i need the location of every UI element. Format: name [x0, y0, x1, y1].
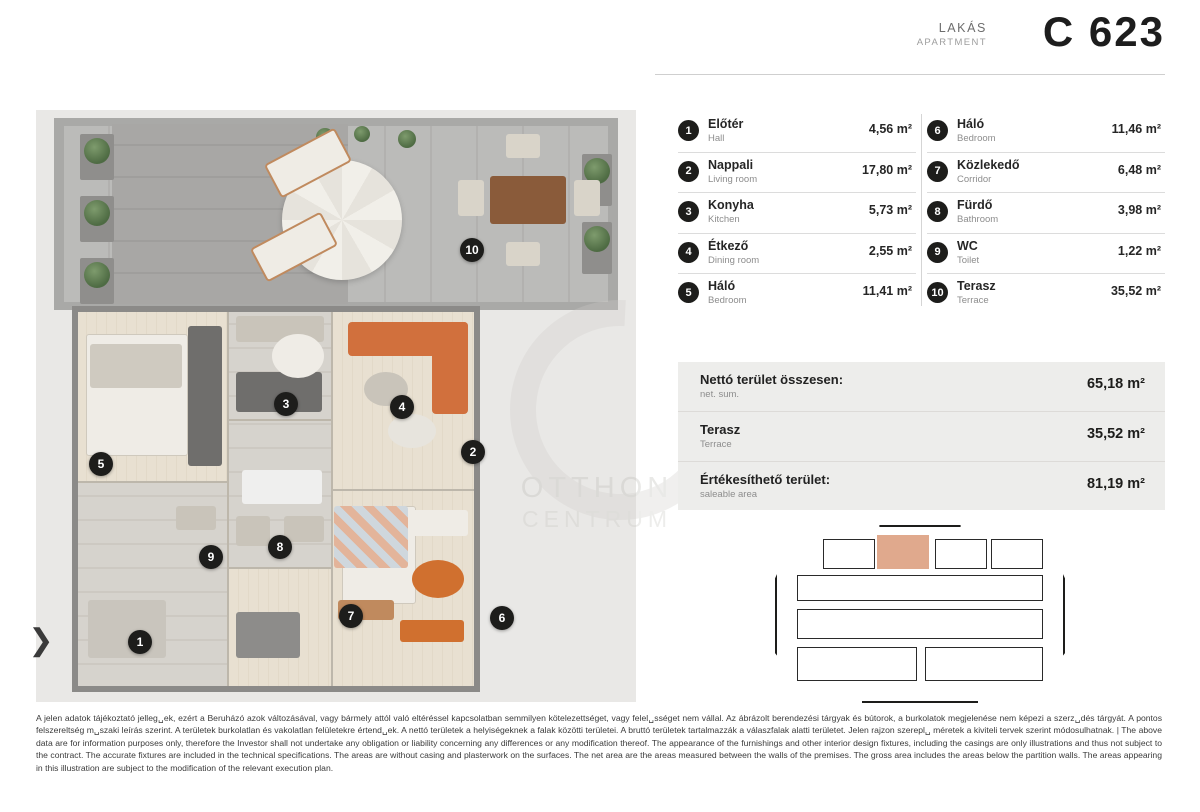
summary-name-hu: Terasz: [700, 422, 741, 437]
legend-name-en: Dining room: [708, 254, 760, 266]
key-plan-unit: [935, 539, 987, 569]
legend-row: [678, 274, 916, 314]
legend-row: [927, 234, 1165, 275]
legend-number: 1: [678, 120, 699, 141]
legend-number: 8: [927, 201, 948, 222]
plan-badge-9: 9: [199, 545, 223, 569]
summary-name-en: net. sum.: [700, 389, 740, 400]
legend-row: [678, 234, 916, 275]
summary-row: [678, 462, 1165, 511]
key-plan-unit: [991, 539, 1043, 569]
legend-row: [678, 112, 916, 153]
legend-divider: [921, 114, 922, 306]
legend-name-en: Bedroom: [957, 133, 996, 144]
summary-value: 65,18 m²: [1086, 376, 1145, 392]
legend-row: [678, 153, 916, 194]
legend-name-hu: Nappali: [708, 157, 754, 172]
desk: [408, 510, 468, 536]
legend-name-en: Corridor: [957, 173, 992, 185]
summary-value: 35,52 m²: [1086, 426, 1145, 442]
legend-name-en: Toilet: [957, 254, 980, 266]
legend-column-left: [678, 112, 916, 314]
plan-badge-10: 10: [460, 238, 484, 262]
legend-name-en: Kitchen: [708, 214, 740, 226]
legend-number: 6: [927, 120, 948, 141]
room-legend: [678, 112, 1165, 310]
legend-name-en: Hall: [708, 133, 725, 144]
watermark-line2: CENTRUM: [522, 506, 672, 532]
summary-value: 81,19 m²: [1086, 476, 1145, 492]
desk: [400, 620, 464, 642]
disclaimer-text: A jelen adatok tájékoztató jelleg␣ek, ezért a Beruházó azok változásával, vagy bármely attól való eltéréssel kapcsolatban semmilyen kötelezettséget, vagy felel␣sséget nem vállal. Az ábrázolt berendezési tárgyak és bútorok, a burkolatok megjelenése nem képezi a szerz␣dés tárgyát. A pontos felszereltség m␣szaki leírás szerint. A területek burkolatlan és vakolatlan felületekre értend␣ek. A nettó területek a helyiségeknek a falak közötti területei. A bruttó területek tartalmazzák a válaszfalak alatti területet. Jelen rajzon szerepl␣ méretek a kiviteli tervek szerint módosulhatnak. | The above data are for information purposes only, therefore the Investor shall not undertake any obligation or liability concerning any differences or any modification thereof. The appearance of the furnishings and other interior design fixtures, including the casings are only illustrations and thus not subject to the contract. The accurate fixtures are included in the technical specifications. The areas are without casing and plasterwork on the surfaces. The net area are the areas measured between the walls of the premises. The gross area includes the areas below the partition walls. The areas appearing in this illustration are subject to the modification of the relevant execution plan.: [36, 713, 1162, 773]
legend-name-hu: Háló: [708, 279, 736, 294]
wall: [74, 306, 478, 312]
legend-name-en: Bathroom: [957, 214, 999, 226]
summary-row: [678, 362, 1165, 412]
rug: [88, 600, 166, 658]
legend-row: [927, 112, 1165, 153]
legend-area: 6,48 m²: [1117, 162, 1161, 177]
wall: [74, 686, 478, 692]
plant-icon: [84, 262, 110, 288]
area-summary-panel: [678, 362, 1165, 510]
legend-number: 2: [678, 161, 699, 182]
legend-area: 35,52 m²: [1110, 284, 1161, 299]
legend-area: 4,56 m²: [868, 122, 912, 136]
legend-name-hu: Háló: [957, 117, 985, 131]
patio-table: [490, 176, 566, 224]
plan-badge-4: 4: [390, 395, 414, 419]
wall: [72, 306, 78, 692]
legend-area: 11,46 m²: [1111, 122, 1161, 136]
legend-name-hu: Étkező: [708, 238, 749, 253]
apartment-label-en: APARTMENT: [916, 36, 987, 48]
washbasin: [284, 516, 324, 542]
wall: [474, 306, 480, 692]
summary-name-hu: Értékesíthető terület:: [700, 472, 831, 487]
header-divider: [655, 74, 1165, 75]
next-arrow-icon[interactable]: ❯: [28, 623, 54, 657]
plan-badge-7: 7: [339, 604, 363, 628]
legend-number: 10: [927, 282, 948, 303]
toilet: [236, 516, 270, 546]
legend-area: 2,55 m²: [868, 243, 912, 258]
patio-chair: [574, 180, 600, 216]
legend-number: 9: [927, 242, 948, 263]
plant-icon: [584, 226, 610, 252]
plan-badge-1: 1: [128, 630, 152, 654]
legend-area: 3,98 m²: [1117, 203, 1161, 218]
key-plan-unit: [925, 647, 1043, 681]
plan-badge-8: 8: [268, 535, 292, 559]
legend-name-hu: Terasz: [957, 279, 996, 294]
armchair: [412, 560, 464, 598]
legend-column-right: [927, 112, 1165, 314]
plant-icon: [84, 200, 110, 226]
apartment-label: [917, 21, 987, 49]
legend-row: [678, 193, 916, 234]
plan-badge-5: 5: [89, 452, 113, 476]
floorplan-image: [36, 110, 636, 702]
rug: [334, 506, 408, 568]
legend-name-hu: WC: [957, 238, 978, 253]
bedding: [90, 344, 182, 388]
legend-name-en: Terrace: [957, 295, 989, 307]
plant-icon: [398, 130, 416, 148]
plant-icon: [354, 126, 370, 142]
summary-row: [678, 412, 1165, 462]
legend-row: [927, 193, 1165, 234]
dining-table: [272, 334, 324, 378]
building-key-plan: [775, 525, 1065, 703]
key-plan-highlight: [877, 535, 929, 569]
legend-area: 5,73 m²: [868, 203, 912, 218]
key-plan-unit: [823, 539, 875, 569]
storage: [236, 612, 300, 658]
legend-number: 7: [927, 161, 948, 182]
legend-row: [927, 153, 1165, 194]
terrace-area: [54, 118, 618, 310]
summary-name-en: Terrace: [700, 439, 732, 450]
sheet-header: [655, 8, 1165, 68]
summary-name-en: saleable area: [700, 489, 758, 500]
legend-name-en: Living room: [708, 173, 758, 185]
legend-number: 4: [678, 242, 699, 263]
legend-area: 17,80 m²: [861, 162, 912, 177]
bathtub: [242, 470, 322, 504]
legend-area: 11,41 m²: [862, 284, 912, 299]
plan-badge-3: 3: [274, 392, 298, 416]
patio-chair: [506, 242, 540, 266]
plan-badge-2: 2: [461, 440, 485, 464]
legend-name-hu: Konyha: [708, 198, 754, 213]
coffee-table: [388, 414, 436, 448]
sideboard: [176, 506, 216, 530]
legend-number: 3: [678, 201, 699, 222]
legend-name-en: Bedroom: [708, 295, 747, 307]
patio-chair: [506, 134, 540, 158]
summary-name-hu: Nettó terület összesen:: [700, 372, 844, 387]
key-plan-unit: [797, 609, 1043, 639]
legend-name-hu: Fürdő: [957, 198, 993, 213]
key-plan-unit: [797, 647, 917, 681]
legend-row: [927, 274, 1165, 314]
legend-name-hu: Előtér: [708, 117, 744, 131]
plan-badge-6: 6: [490, 606, 514, 630]
apartment-code: C 623: [1042, 8, 1165, 55]
patio-chair: [458, 180, 484, 216]
legend-name-hu: Közlekedő: [957, 157, 1020, 172]
apartment-label-hu: LAKÁS: [938, 21, 987, 35]
legend-number: 5: [678, 282, 699, 303]
sofa-chaise: [432, 322, 468, 414]
watermark-line1: OTTHON: [520, 472, 674, 504]
plant-icon: [84, 138, 110, 164]
key-plan-unit: [797, 575, 1043, 601]
wardrobe: [188, 326, 222, 466]
legend-area: 1,22 m²: [1117, 243, 1161, 258]
